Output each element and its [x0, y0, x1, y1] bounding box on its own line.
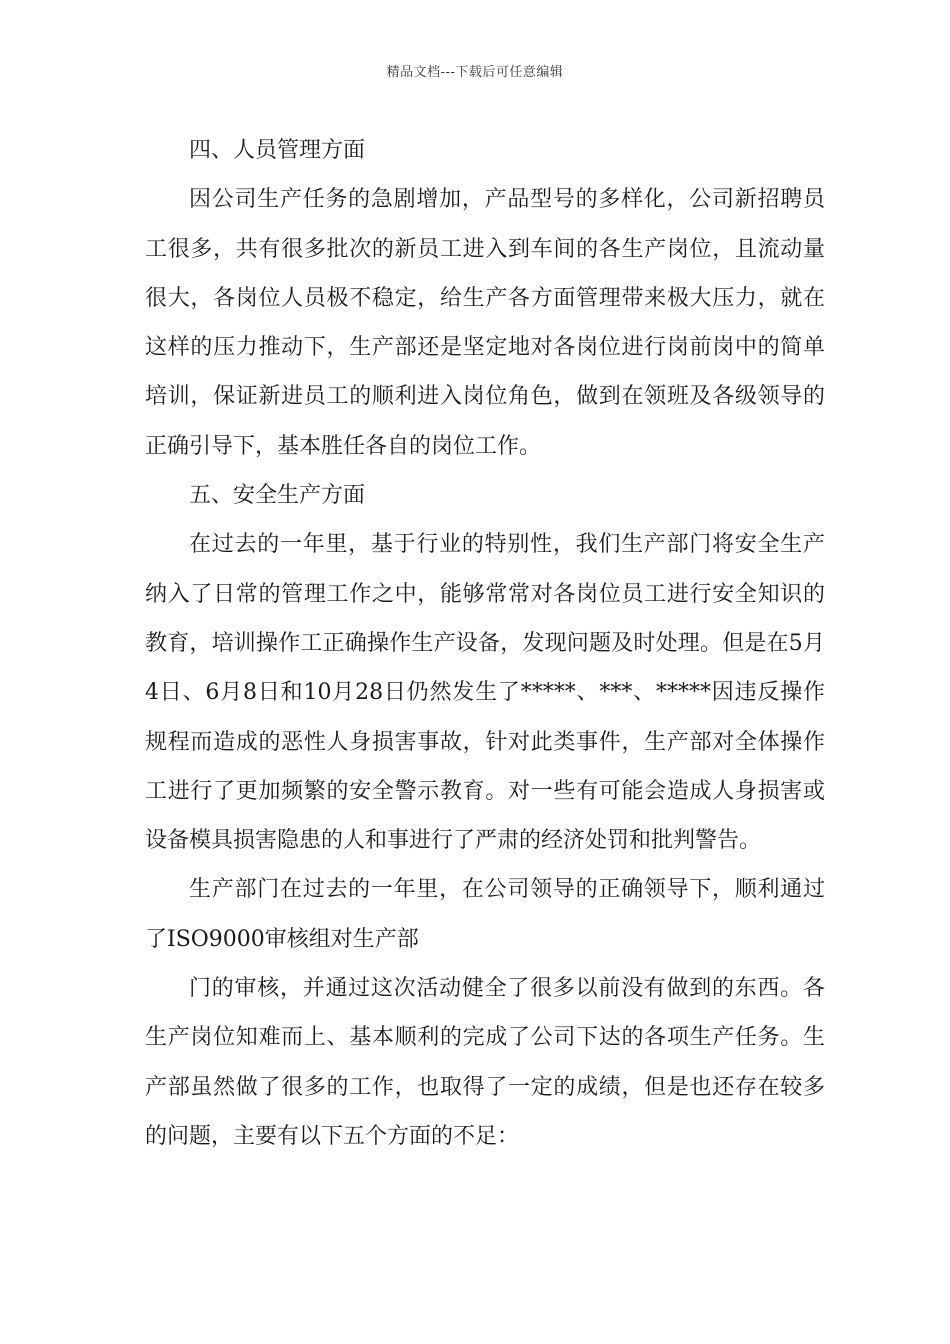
section-heading-safety: 五、安全生产方面: [189, 483, 366, 509]
page-header: 精品文档---下载后可任意编辑: [386, 65, 564, 80]
section-heading-personnel: 四、人员管理方面: [189, 138, 366, 163]
paragraph-iso-audit: 生产部门在过去的一年里，在公司领导的正确领导下，顺利通过了ISO9000审核组对生产部: [145, 877, 825, 952]
paragraph-personnel: 因公司生产任务的急剧增加，产品型号的多样化，公司新招聘员工很多，共有很多批次的新员工进入到车间的各生产岗位，且流动量很大，各岗位人员极不稳定，给生产各方面管理带来极大压力，就在这样的压力推动下，生产部还是坚定地对各岗位进行岗前岗中的简单培训，保证新进员工的顺利进入岗位角色，做到在领班及各级领导的正确引导下，基本胜任各自的岗位工作。: [145, 187, 825, 459]
paragraph-summary: 门的审核，并通过这次活动健全了很多以前没有做到的东西。各生产岗位知难而上、基本顺利的完成了公司下达的各项生产任务。生产部虽然做了很多的工作，也取得了一定的成绩，但是也还存在较多的问题，主要有以下五个方面的不足：: [145, 976, 825, 1149]
document-body: [145, 126, 825, 1161]
paragraph-safety: 在过去的一年里，基于行业的特别性，我们生产部门将安全生产纳入了日常的管理工作之中，能够常常对各岗位员工进行安全知识的教育，培训操作工正确操作生产设备，发现问题及时处理。但是在5月4日、6月8日和10月28日仍然发生了*****、***、*****因违反操作规程而造成的恶性人身损害事故，针对此类事件，生产部对全体操作工进行了更加频繁的安全警示教育。对一些有可能会造成人身损害或设备模具损害隐患的人和事进行了严肃的经济处罚和批判警告。: [145, 532, 825, 854]
